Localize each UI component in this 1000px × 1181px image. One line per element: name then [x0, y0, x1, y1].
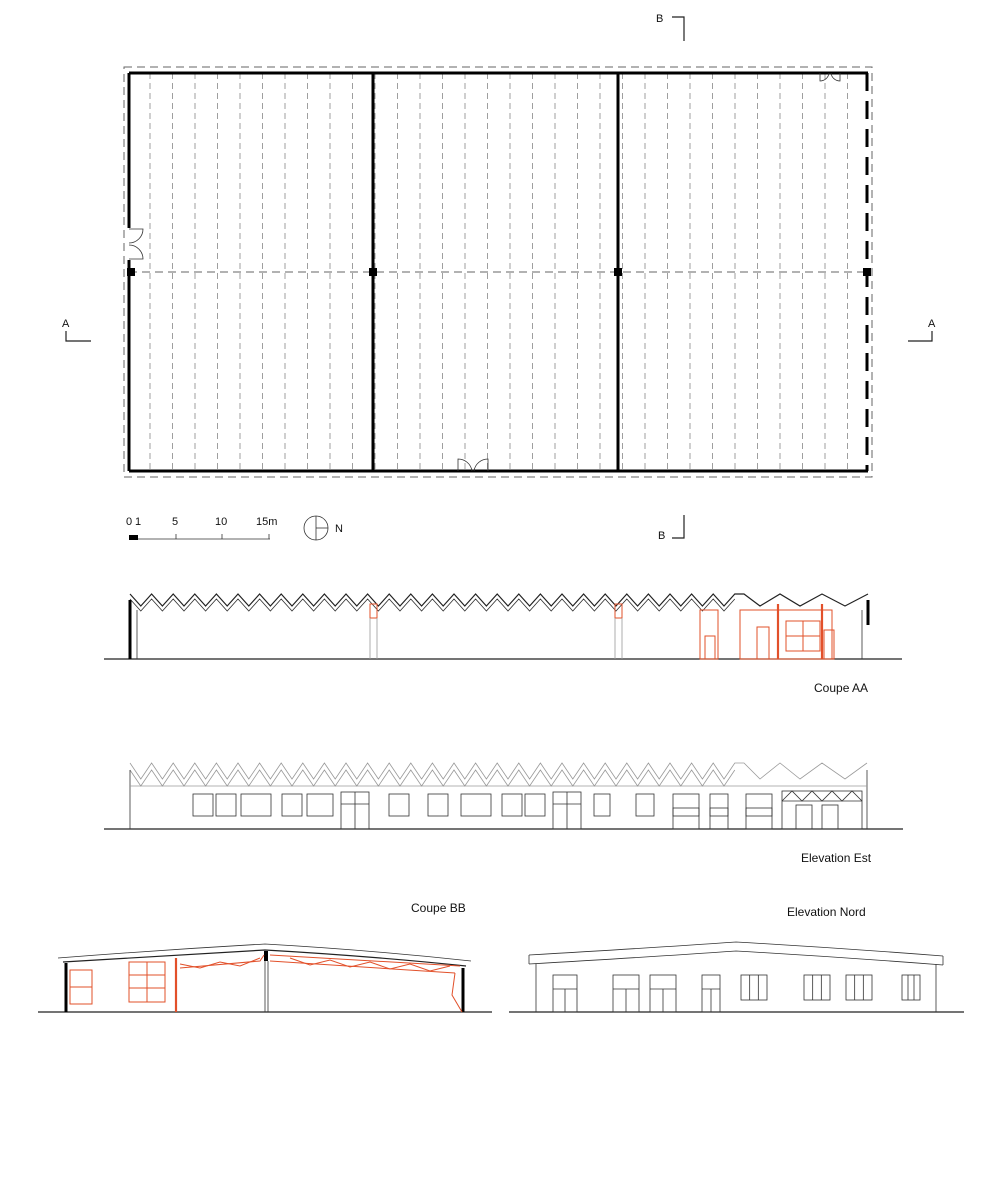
scale-bar: [126, 516, 277, 540]
elevation-nord: [509, 905, 964, 1012]
elevation-est: [104, 763, 903, 865]
plan-column: [863, 268, 871, 276]
window: [502, 794, 522, 816]
section-marker-a-left: [62, 318, 91, 341]
window: [525, 794, 545, 816]
elevation-est-windows: [193, 792, 772, 829]
window: [428, 794, 448, 816]
glazed-door: [710, 808, 728, 829]
coupe-bb-title: Coupe BB: [411, 901, 466, 915]
window: [902, 975, 920, 1000]
window: [461, 794, 491, 816]
coupe-aa-sawtooth-roof: [130, 594, 868, 606]
window: [389, 794, 409, 816]
elevation-est-entrance: [782, 791, 862, 829]
plan-column: [127, 268, 135, 276]
window: [241, 794, 271, 816]
scale-label-5: 5: [172, 516, 179, 528]
coupe-aa-structure-red: [370, 604, 834, 659]
section-marker-b-bottom: [658, 515, 684, 542]
section-marker-b-top-label: B: [656, 13, 664, 25]
elevation-nord-title: Elevation Nord: [787, 905, 866, 919]
floor-plan: [62, 13, 936, 542]
window: [673, 794, 699, 816]
plan-column: [369, 268, 377, 276]
section-marker-a-right-label: A: [928, 318, 936, 330]
window: [741, 975, 767, 1000]
coupe-aa-title: Coupe AA: [814, 681, 869, 695]
glazed-door: [673, 808, 699, 829]
north-arrow: [304, 516, 343, 540]
glazed-door: [746, 808, 772, 829]
window: [804, 975, 830, 1000]
scale-label-10: 10: [215, 516, 228, 528]
scale-label-15m: 15m: [256, 516, 278, 528]
window: [307, 794, 333, 816]
elevation-est-sawtooth-roof: [130, 763, 867, 779]
section-marker-a-left-label: A: [62, 318, 70, 330]
plan-door-south: [458, 459, 488, 471]
plan-door-west: [129, 229, 143, 259]
window: [636, 794, 654, 816]
window: [594, 794, 610, 816]
window: [193, 794, 213, 816]
window: [216, 794, 236, 816]
window: [282, 794, 302, 816]
window: [746, 794, 772, 816]
section-marker-b-top: [656, 13, 684, 41]
elevation-nord-windows: [553, 975, 920, 1012]
coupe-bb-structure-red: [70, 955, 462, 1012]
elevation-est-title: Elevation Est: [801, 851, 872, 865]
coupe-bb: [38, 901, 492, 1012]
window: [710, 794, 728, 816]
elevation-nord-roof: [529, 942, 943, 956]
coupe-aa: [104, 594, 902, 695]
window: [846, 975, 872, 1000]
plan-column: [614, 268, 622, 276]
section-marker-b-bottom-label: B: [658, 530, 666, 542]
north-label: N: [335, 523, 343, 535]
scale-label-1: 1: [135, 516, 142, 528]
scale-label-0: 0: [126, 516, 133, 528]
section-marker-a-right: [908, 318, 936, 341]
